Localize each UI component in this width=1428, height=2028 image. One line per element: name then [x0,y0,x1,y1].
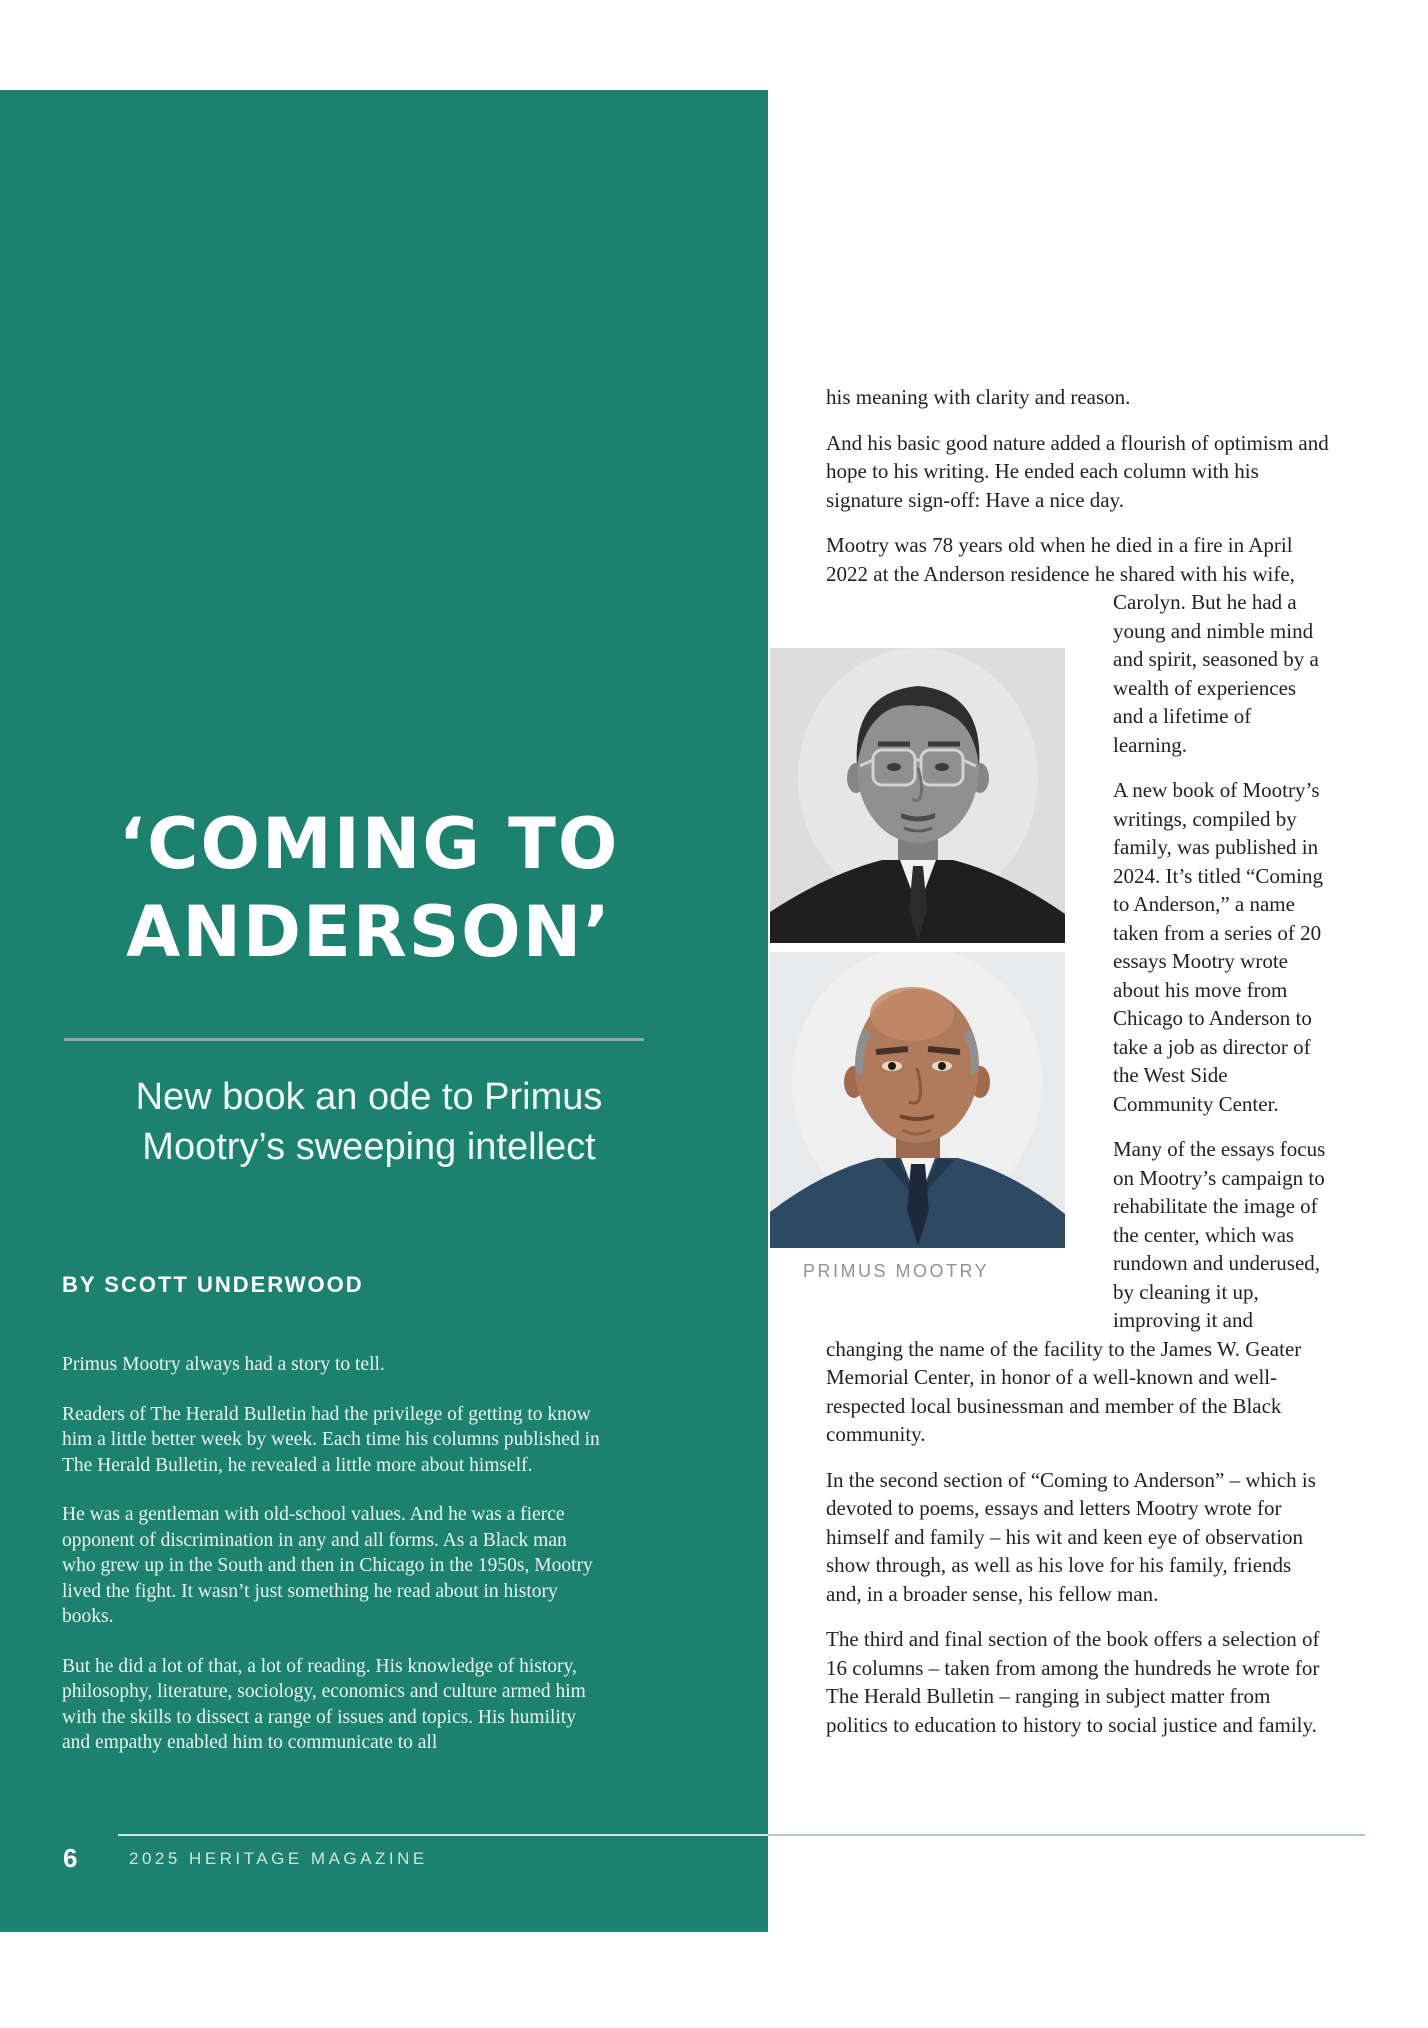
footer-magazine-name: 2025 HERITAGE MAGAZINE [129,1849,428,1868]
photo-caption: PRIMUS MOOTRY [803,1261,990,1281]
article-paragraph: Many of the essays focus on Mootry’s campaign to rehabilitate the image of the center, which was rundown and underused, by cleaning it up, improving it and changing the name of the facility to the James W. Geater Memorial Center, in honor of a well-known and well-respected local businessman and member of the Black community. [826,1137,1326,1446]
left-feature-panel [0,90,768,1932]
article-paragraph: And his basic good nature added a flourish of optimism and hope to his writing. He ended each column with his signature sign-off: Have a nice day. [826,430,1329,512]
article-subtitle-line-1: New book an ode to Primus [135,1076,603,1118]
byline: BY SCOTT UNDERWOOD [62,1272,364,1297]
article-paragraph: In the second section of “Coming to Anderson” – which is devoted to poems, essays and letters Mootry wrote for himself and family – his wit and keen eye of observation show through, as well as his love for his family, friends and, in a broader sense, his fellow man. [826,1467,1316,1606]
intro-paragraph: He was a gentleman with old-school values. And he was a fierce opponent of discrimination in any and all forms. As a Black man who grew up in the South and then in Chicago in the 1950s, Mootry lived the fight. It wasn’t just something he read about in history books. [62,1504,593,1627]
photo-stack [770,648,1113,1282]
footer-rule-right [768,1834,1365,1836]
title-divider-rule [64,1038,644,1041]
article-paragraph: The third and final section of the book offers a selection of 16 columns – taken from among the hundreds he wrote for The Herald Bulletin – ranging in subject matter from politics to education to history to social justice and family. [826,1627,1320,1737]
article-paragraph-start: Mootry was 78 years old when he died in a fire in April 2022 at the Anderson residence he shared with [826,533,1293,586]
intro-text [62,1352,602,1780]
article-paragraph-wrap: his wife, Carolyn. But he had a young and nimble mind and spirit, seasoned by a wealth of experiences and a lifetime of learning. [1113,561,1319,757]
article-title [30,800,708,976]
article-subtitle [30,1072,708,1172]
article-paragraph: his meaning with clarity and reason. [826,385,1131,409]
article-title-line-2: ANDERSON’ [126,891,612,973]
article-title-line-1: ‘COMING TO [118,803,620,885]
intro-paragraph: Primus Mootry always had a story to tell. [62,1354,385,1375]
footer-page-number: 6 [63,1843,78,1873]
footer-rule-left [118,1834,768,1836]
intro-paragraph: Readers of The Herald Bulletin had the privilege of getting to know him a little better week by week. Each time his columns published in The Herald Bulletin, he revealed a little more about himself. [62,1403,600,1476]
primus-mootry-color-photo [770,952,1065,1248]
intro-paragraph: But he did a lot of that, a lot of reading. His knowledge of history, philosophy, literature, sociology, economics and culture armed him with the skills to dissect a range of issues and topics. His humility and empathy enabled him to communicate to all [62,1655,586,1753]
primus-mootry-bw-photo [770,648,1065,943]
article-subtitle-line-2: Mootry’s sweeping intellect [142,1126,596,1168]
article-paragraph: A new book of Mootry’s writings, compiled by family, was published in 2024. It’s titled “Coming to Anderson,” a name taken from a series of 20 essays Mootry wrote about his move from Chicago to Anderson to take a job as director of the West Side Community Center. [1113,778,1323,1116]
article-body-column [768,0,1428,1756]
